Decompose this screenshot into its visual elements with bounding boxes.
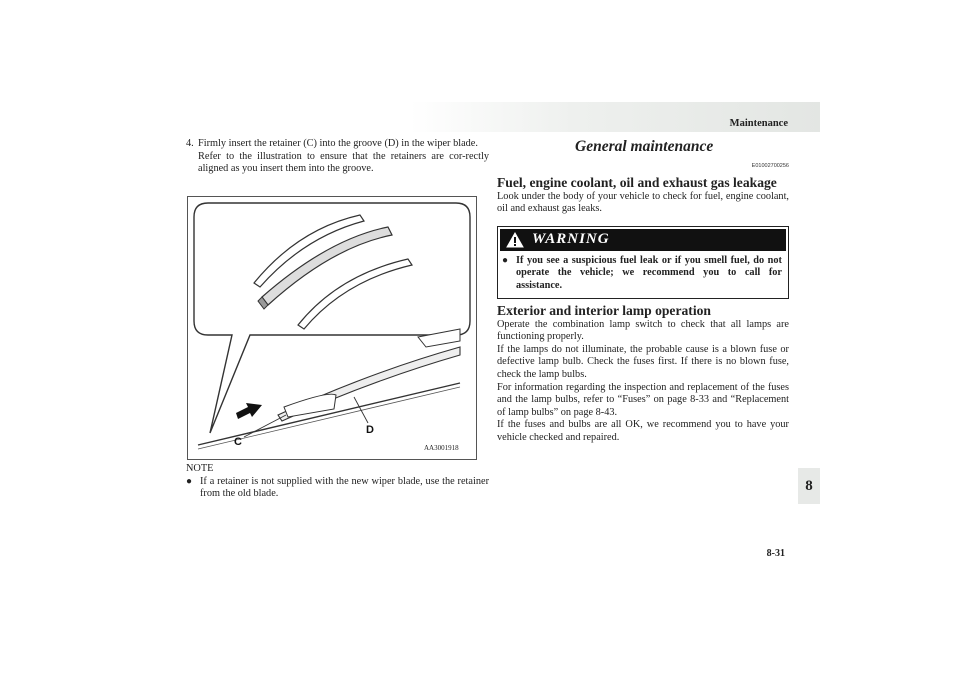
step-reference: Refer to the illustration to ensure that the retainers are cor-rectly aligned as you insert them into the groove. [198,150,489,175]
lamp-paragraph-3: For information regarding the inspection and replacement of the fuses and the lamp bulbs, refer to “Fuses” on page 8-33 and “Replacement of lamp bulbs” on page 8-43. [497,381,789,418]
lamp-operation-heading: Exterior and interior lamp operation [497,302,711,318]
chapter-tab[interactable]: 8 [798,468,820,504]
lamp-paragraph-1: Operate the combination lamp switch to check that all lamps are functioning properly. [497,318,789,343]
fuel-leak-text: Look under the body of your vehicle to check for fuel, engine coolant, oil and exhaust gas leaks. [497,190,789,215]
note-block [186,463,489,501]
warning-label: WARNING [532,231,610,248]
warning-item [498,255,788,293]
lamp-paragraph-4: If the fuses and bulbs are all OK, we recommend you to have your vehicle checked and repaired. [497,419,789,443]
page-number: 8-31 [766,548,785,559]
section-heading: General maintenance [575,138,714,155]
left-column [186,138,489,176]
right-column [497,138,789,445]
warning-text: If you see a suspicious fuel leak or if you smell fuel, do not operate the vehicle; we recommend you to call for assistance. [516,254,782,291]
wiper-illustration-svg [188,197,476,459]
warning-header [500,229,786,251]
note-text: If a retainer is not supplied with the new wiper blade, use the retainer from the old blade. [200,475,489,500]
bullet-icon: ● [502,254,509,266]
warning-box [497,226,789,299]
section-title: Maintenance [729,118,788,129]
note-title: NOTE [186,463,214,474]
reference-code: E01002700256 [751,163,789,169]
figure-code: AA3001918 [424,444,459,452]
fuel-leak-heading: Fuel, engine coolant, oil and exhaust gas leakage [497,174,777,190]
bullet-icon: ● [186,475,193,487]
step-instruction: Firmly insert the retainer (C) into the groove (D) in the wiper blade. [198,138,478,149]
label-d: D [366,424,374,436]
label-c: C [234,436,242,448]
insert-direction-arrow [236,403,262,419]
step-number: 4. [186,138,194,149]
leader-line-d [354,397,368,423]
wiper-retainer-illustration [187,196,477,460]
lamp-paragraph-2: If the lamps do not illuminate, the probable cause is a blown fuse or defective lamp bulb. Check the fuses first. If there is no blown fuse, check the lamp bulbs. [497,343,789,380]
step-4 [186,138,489,176]
warning-triangle-icon [506,232,524,248]
note-item [186,476,489,501]
